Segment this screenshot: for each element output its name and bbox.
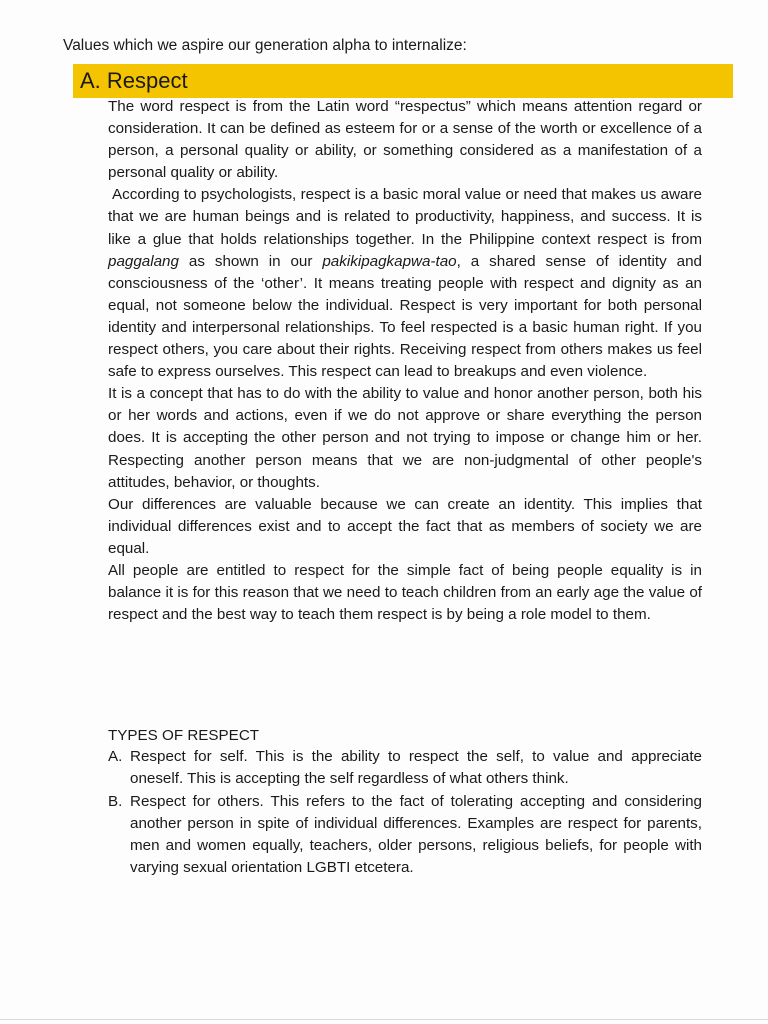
- list-item: [108, 746, 702, 791]
- paragraph-differences: Our differences are valuable because we can create an identity. This implies that individual differences exist and to accept the fact that as members of society we are equal.: [108, 495, 702, 557]
- paragraph-psychologists-part-1: According to psychologists, respect is a basic moral value or need that makes us aware that we are human beings and is related to productivity, happiness, and success. It is like a glue that holds relationships together. In the Philippine context respect is from: [108, 186, 702, 248]
- paragraph-entitled: All people are entitled to respect for the simple fact of being people equality is in balance it is for this reason that we need to teach children from an early age the value of respect and the best way to teach them respect is by being a role model to them.: [108, 561, 702, 624]
- section-title: A. Respect: [80, 68, 188, 93]
- intro-line: Values which we aspire our generation alpha to internalize:: [63, 37, 467, 54]
- list-item-text: Respect for self. This is the ability to respect the self, to value and appreciate oneself. This is accepting the self regardless of what others think.: [130, 748, 702, 788]
- paragraph-concept: It is a concept that has to do with the ability to value and honor another person, both his or her words and actions, even if we do not approve or share everything the person does. It is accepting the other person and not trying to impose or change him or her. Respecting another person means that we are non-judgmental of other people's attitudes, behavior, or thoughts.: [108, 385, 702, 491]
- body-text: [108, 96, 702, 626]
- list-item: [108, 791, 702, 880]
- list-item-letter: B.: [108, 792, 123, 810]
- types-list: [108, 746, 702, 880]
- paragraph-psychologists: [108, 184, 702, 383]
- list-item-letter: A.: [108, 748, 123, 765]
- list-item-text: Respect for others. This refers to the fact of tolerating accepting and considering another person in spite of individual differences. Examples are respect for parents, men and women equally, teachers, older persons, religious beliefs, for people with varying sexual orientation LGBTI etcetera.: [130, 792, 702, 877]
- paragraph-definition: The word respect is from the Latin word “respectus” which means attention regard or consideration. It can be defined as esteem for or a sense of the worth or excellence of a person, a personal quality or ability, or something considered as a manifestation of a personal quality or ability.: [108, 98, 702, 182]
- term-paggalang: paggalang: [108, 252, 179, 270]
- term-pakikipagkapwa-tao: pakikipagkapwa-tao: [322, 252, 457, 270]
- types-heading: TYPES OF RESPECT: [108, 727, 260, 744]
- paragraph-psychologists-part-3: , a shared sense of identity and consciousness of the ‘other’. It means treating people with respect and dignity as an equal, not someone below the individual. Respect is very important for both personal identity and interpersonal relationships. To feel respected is a basic human right. If you respect others, you care about their rights. Receiving respect from others makes us feel safe to express ourselves. This respect can lead to breakups and even violence.: [108, 252, 702, 381]
- page-bottom-edge: [0, 1019, 768, 1020]
- paragraph-psychologists-part-2: as shown in our: [178, 252, 323, 270]
